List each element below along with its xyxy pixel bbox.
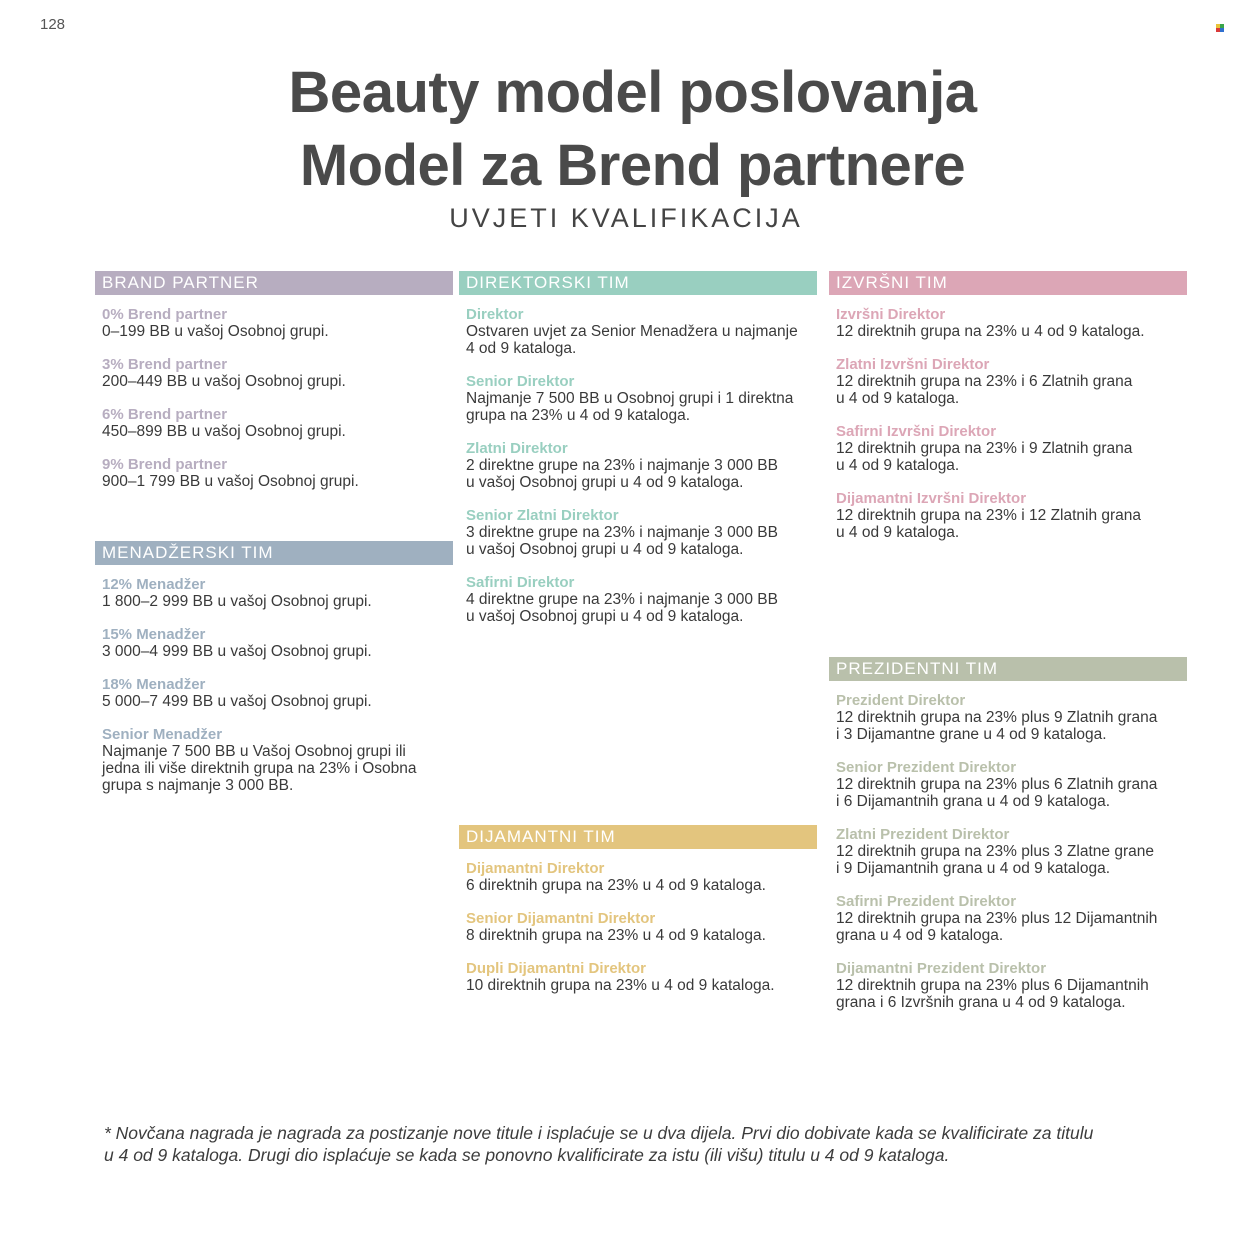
section-items — [459, 295, 817, 625]
section-prezidentni-tim — [829, 657, 1187, 1027]
qualification-item — [102, 306, 453, 340]
section-header: PREZIDENTNI TIM — [829, 657, 1187, 681]
item-description: 2 direktne grupe na 23% i najmanje 3 000 BB u vašoj Osobnoj grupi u 4 od 9 kataloga. — [466, 457, 778, 491]
item-description: 12 direktnih grupa na 23% plus 6 Dijamantnih grana i 6 Izvršnih grana u 4 od 9 kataloga. — [836, 977, 1149, 1011]
page-title-second-line: Model za Brend partnere — [299, 133, 966, 198]
section-items — [829, 295, 1187, 541]
item-title: 18% Menadžer — [102, 676, 206, 693]
item-description: 1 800–2 999 BB u vašoj Osobnoj grupi. — [102, 593, 372, 610]
item-title: Zlatni Direktor — [466, 440, 568, 457]
qualification-item — [836, 423, 1187, 474]
section-brand-partner — [95, 271, 453, 506]
item-title: Safirni Izvršni Direktor — [836, 423, 997, 440]
item-description: 6 direktnih grupa na 23% u 4 od 9 kataloga. — [466, 877, 766, 894]
item-title: 6% Brend partner — [102, 406, 228, 423]
section-items — [459, 849, 817, 994]
qualification-item — [466, 507, 817, 558]
qualification-item — [102, 676, 453, 710]
item-title: Safirni Direktor — [466, 574, 575, 591]
qualification-item — [836, 356, 1187, 407]
item-title: Dijamantni Direktor — [466, 860, 605, 877]
item-description: 450–899 BB u vašoj Osobnoj grupi. — [102, 423, 346, 440]
item-description: 12 direktnih grupa na 23% plus 3 Zlatne grane i 9 Dijamantnih grana u 4 od 9 kataloga. — [836, 843, 1154, 877]
item-description: 8 direktnih grupa na 23% u 4 od 9 kataloga. — [466, 927, 766, 944]
qualification-item — [466, 306, 817, 357]
item-title: 12% Menadžer — [102, 576, 206, 593]
item-description: 12 direktnih grupa na 23% plus 6 Zlatnih grana i 6 Dijamantnih grana u 4 od 9 kataloga. — [836, 776, 1158, 810]
section-izvrsni-tim — [829, 271, 1187, 557]
item-title: Senior Direktor — [466, 373, 575, 390]
section-header: DIJAMANTNI TIM — [459, 825, 817, 849]
item-description: 200–449 BB u vašoj Osobnoj grupi. — [102, 373, 346, 390]
item-title: Dijamantni Prezident Direktor — [836, 960, 1047, 977]
item-title: Senior Dijamantni Direktor — [466, 910, 656, 927]
item-description: Najmanje 7 500 BB u Vašoj Osobnoj grupi ili jedna ili više direktnih grupa na 23% i Osobna grupa s najmanje 3 000 BB. — [102, 743, 417, 794]
section-menadzerski-tim — [95, 541, 453, 810]
item-description: Najmanje 7 500 BB u Osobnoj grupi i 1 direktna grupa na 23% u 4 od 9 kataloga. — [466, 390, 794, 424]
section-header: IZVRŠNI TIM — [829, 271, 1187, 295]
qualification-item — [836, 893, 1187, 944]
item-description: 10 direktnih grupa na 23% u 4 od 9 kataloga. — [466, 977, 775, 994]
item-title: Dijamantni Izvršni Direktor — [836, 490, 1027, 507]
item-description: 3 direktne grupe na 23% i najmanje 3 000 BB u vašoj Osobnoj grupi u 4 od 9 kataloga. — [466, 524, 778, 558]
section-items — [829, 681, 1187, 1011]
section-header: MENADŽERSKI TIM — [95, 541, 453, 565]
qualification-item — [466, 440, 817, 491]
section-header: BRAND PARTNER — [95, 271, 453, 295]
item-title: 15% Menadžer — [102, 626, 206, 643]
qualification-item — [102, 456, 453, 490]
item-description: 12 direktnih grupa na 23% i 9 Zlatnih grana u 4 od 9 kataloga. — [836, 440, 1133, 474]
item-description: 5 000–7 499 BB u vašoj Osobnoj grupi. — [102, 693, 372, 710]
item-title: Zlatni Izvršni Direktor — [836, 356, 990, 373]
qualification-item — [836, 759, 1187, 810]
qualification-item — [102, 626, 453, 660]
item-title: Senior Zlatni Direktor — [466, 507, 619, 524]
section-items — [95, 295, 453, 490]
qualification-item — [102, 406, 453, 440]
qualification-item — [102, 356, 453, 390]
qualification-item — [836, 306, 1187, 340]
color-registration-mark — [1216, 24, 1226, 34]
item-description: 12 direktnih grupa na 23% i 12 Zlatnih grana u 4 od 9 kataloga. — [836, 507, 1142, 541]
qualification-item — [836, 960, 1187, 1011]
section-dijamantni-tim — [459, 825, 817, 1010]
qualification-item — [102, 726, 453, 794]
qualification-item — [466, 860, 817, 894]
item-title: Prezident Direktor — [836, 692, 966, 709]
qualification-item — [836, 692, 1187, 743]
item-title: Senior Menadžer — [102, 726, 223, 743]
item-description: 900–1 799 BB u vašoj Osobnoj grupi. — [102, 473, 359, 490]
item-description: 12 direktnih grupa na 23% plus 9 Zlatnih grana i 3 Dijamantne grane u 4 od 9 kataloga. — [836, 709, 1158, 743]
item-description: Ostvaren uvjet za Senior Menadžera u najmanje 4 od 9 kataloga. — [466, 323, 798, 357]
item-title: Izvršni Direktor — [836, 306, 946, 323]
qualification-item — [466, 960, 817, 994]
item-description: 12 direktnih grupa na 23% plus 12 Dijamantnih grana u 4 od 9 kataloga. — [836, 910, 1158, 944]
qualification-item — [466, 373, 817, 424]
item-title: 3% Brend partner — [102, 356, 228, 373]
qualification-item — [466, 574, 817, 625]
footnote: * Novčana nagrada je nagrada za postizanje nove titule i isplaćuje se u dva dijela. Prvi dio dobivate kada se kvalificirate za titulu u 4 od 9 kataloga. Drugi dio isplaćuje se kada se ponovno kvalificirate za istu (ili višu) titulu u 4 od 9 kataloga. — [104, 1123, 1094, 1165]
item-title: Dupli Dijamantni Direktor — [466, 960, 647, 977]
qualification-item — [836, 826, 1187, 877]
item-title: Direktor — [466, 306, 524, 323]
page-title: Beauty model poslovanja — [288, 60, 977, 125]
item-description: 0–199 BB u vašoj Osobnoj grupi. — [102, 323, 329, 340]
section-direktorski-tim — [459, 271, 817, 641]
page-subtitle: UVJETI KVALIFIKACIJA — [449, 203, 803, 233]
page-number: 128 — [40, 16, 66, 33]
item-title: 0% Brend partner — [102, 306, 228, 323]
item-title: 9% Brend partner — [102, 456, 228, 473]
qualification-item — [836, 490, 1187, 541]
item-description: 3 000–4 999 BB u vašoj Osobnoj grupi. — [102, 643, 372, 660]
qualification-item — [466, 910, 817, 944]
item-description: 12 direktnih grupa na 23% u 4 od 9 kataloga. — [836, 323, 1145, 340]
qualification-item — [102, 576, 453, 610]
item-title: Safirni Prezident Direktor — [836, 893, 1017, 910]
item-description: 4 direktne grupe na 23% i najmanje 3 000 BB u vašoj Osobnoj grupi u 4 od 9 kataloga. — [466, 591, 778, 625]
section-header: DIREKTORSKI TIM — [459, 271, 817, 295]
item-title: Senior Prezident Direktor — [836, 759, 1017, 776]
item-title: Zlatni Prezident Direktor — [836, 826, 1010, 843]
section-items — [95, 565, 453, 794]
item-description: 12 direktnih grupa na 23% i 6 Zlatnih grana u 4 od 9 kataloga. — [836, 373, 1133, 407]
